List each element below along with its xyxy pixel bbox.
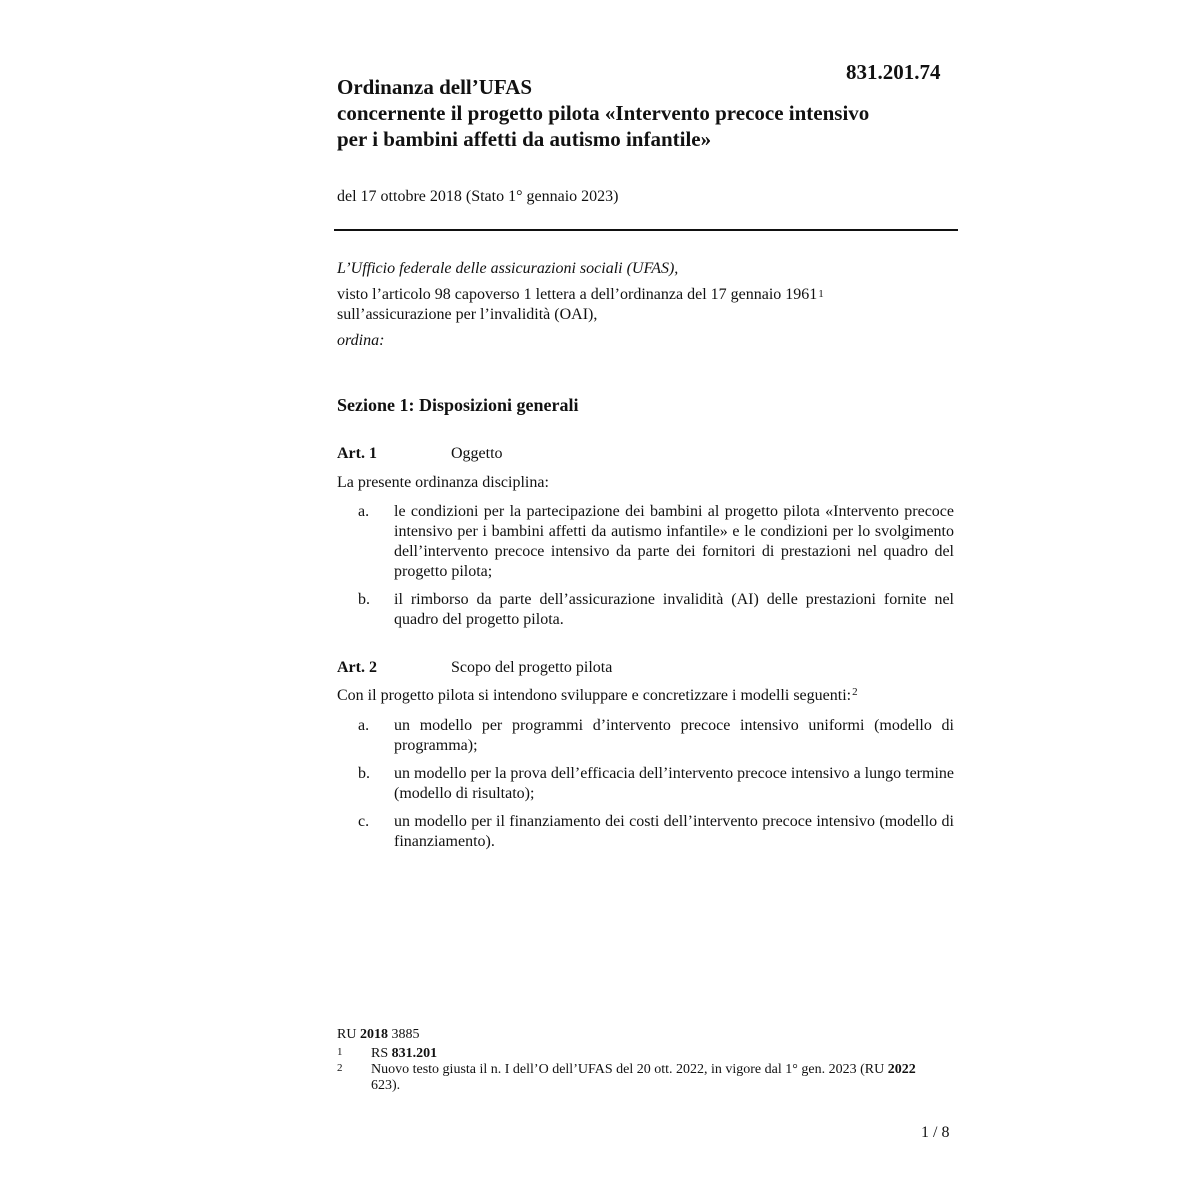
official-compilation-ref [337,1027,419,1043]
title-line: concernente il progetto pilota «Intervento precoce intensivo [337,101,870,125]
list-item [337,812,957,852]
ru-year: 2018 [359,1027,388,1042]
title-line: per i bambini affetti da autismo infantile» [337,127,712,151]
article-number: Art. 2 [337,659,377,676]
footnote-ref[interactable]: 1 [818,288,824,300]
article-1-intro [337,474,957,492]
article-intro-text: La presente ordinanza disciplina: [337,474,549,491]
footnote-ref[interactable]: 2 [852,686,858,698]
list-item-letter: c. [358,813,370,830]
date-line: del 17 ottobre 2018 (Stato 1° gennaio 2023) [337,188,619,205]
article-number: Art. 1 [337,445,377,462]
footnote-text [371,1062,937,1094]
article-title: Oggetto [451,445,503,462]
preamble-authority: L’Ufficio federale delle assicurazioni sociali (UFAS), [337,260,679,277]
list-item-letter: a. [358,503,370,520]
footnotes [337,1046,937,1094]
list-item-text: un modello per il finanziamento dei costi dell’intervento precoce intensivo (modello di finanziamento). [394,813,954,850]
preamble-basis-text: visto l’articolo 98 capoverso 1 lettera a dell’ordinanza del 17 gennaio 1961 [337,286,818,303]
footnote-text-part: Nuovo testo giusta il n. I dell’O dell’UFAS del 20 ott. 2022, in vigore dal 1° gen. 2023 (RU [371,1062,888,1077]
article-2-heading [337,659,957,677]
list-item-text: un modello per programmi d’intervento precoce intensivo uniformi (modello di programma); [394,717,954,754]
section-heading: Sezione 1: Disposizioni generali [337,395,579,415]
list-item [337,502,957,582]
title-line: Ordinanza dell’UFAS [337,75,533,99]
list-item [337,764,957,804]
preamble [337,259,957,351]
header-divider [334,229,958,231]
list-item-text: il rimborso da parte dell’assicurazione invalidità (AI) delle prestazioni fornite nel quadro del progetto pilota. [394,591,954,628]
article-2-list [337,716,957,860]
article-1-list [337,502,957,638]
preamble-orders: ordina: [337,332,385,349]
footnote-number: 1 [337,1046,343,1058]
article-intro-text: Con il progetto pilota si intendono sviluppare e concretizzare i modelli seguenti: [337,687,852,704]
ru-page: 3885 [387,1027,420,1042]
footnote [337,1062,937,1094]
sr-number: 831.201.74 [846,60,941,84]
article-1-heading [337,445,957,463]
article-title: Scopo del progetto pilota [451,659,613,676]
list-item-letter: b. [358,765,370,782]
page-number: 1 / 8 [921,1124,950,1141]
footnote-text [371,1046,937,1062]
footnote-text-part: RS [371,1046,392,1061]
document-title [337,74,962,152]
footnote-number: 2 [337,1062,343,1074]
footnote-text-part: 623). [371,1078,401,1093]
footnote [337,1046,937,1062]
preamble-basis [337,285,957,325]
list-item-text: un modello per la prova dell’efficacia dell’intervento precoce intensivo a lungo termine (modello di risultato); [394,765,954,802]
list-item-text: le condizioni per la partecipazione dei bambini al progetto pilota «Intervento precoce intensivo per i bambini affetti da autismo infantile» e le condizioni per lo svolgimento dell’intervento precoce intensivo da parte dei fornitori di prestazioni nel quadro del progetto pilota; [394,503,954,580]
list-item-letter: b. [358,591,370,608]
list-item [337,590,957,630]
preamble-basis-text-2: sull’assicurazione per l’invalidità (OAI), [337,306,598,323]
ru-prefix: RU [337,1027,360,1042]
list-item [337,716,957,756]
article-2-intro [337,687,957,705]
list-item-letter: a. [358,717,370,734]
footnote-text-part: 831.201 [391,1046,438,1061]
footnote-text-part: 2022 [887,1062,916,1077]
